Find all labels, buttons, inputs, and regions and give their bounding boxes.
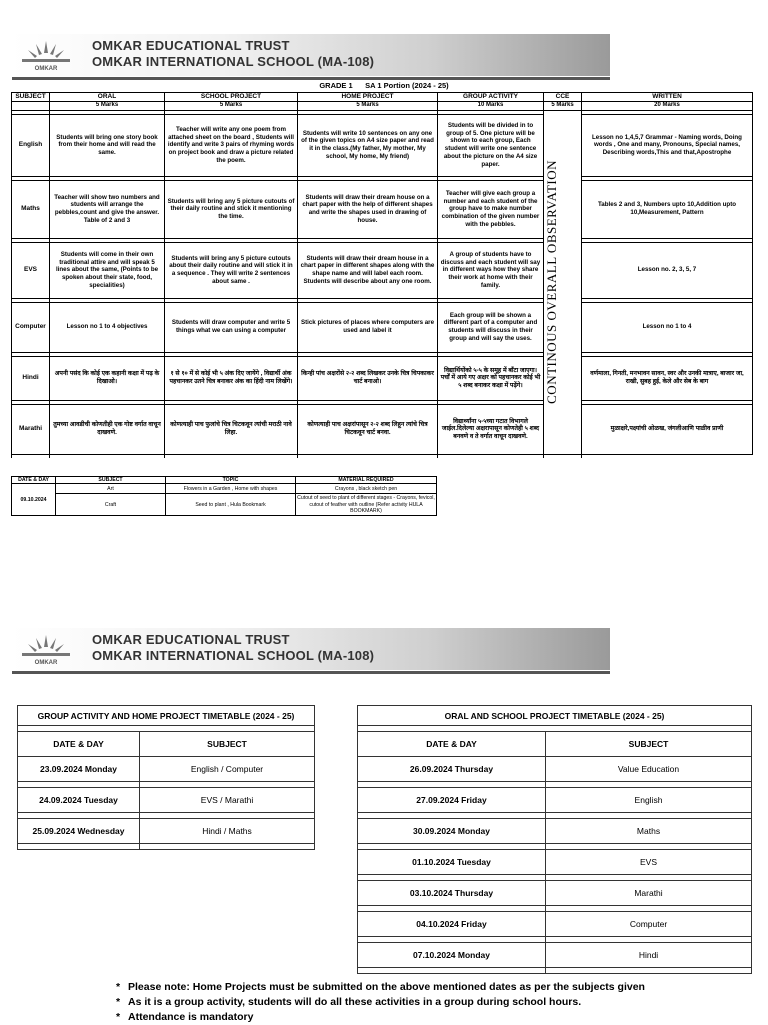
timetable-subject: EVS — [546, 850, 752, 875]
marks-cell: 5 Marks — [50, 102, 165, 111]
school-logo-icon — [18, 37, 74, 73]
table-row — [12, 404, 753, 454]
activity-subject: Craft — [56, 494, 166, 516]
group-activity-cell: Each group will be shown a different part of a computer and students will discuss in their group and will say the uses. — [438, 302, 544, 352]
table-row — [18, 788, 315, 813]
school-project-cell: Students will bring any 5 picture cutouts about their daily routine and will stick it in a sequence . They will write 2 sentences about same . — [165, 242, 298, 298]
table-row — [358, 943, 752, 968]
timetable-subject: Marathi — [546, 881, 752, 906]
col-header-material: MATERIAL REQUIRED — [296, 477, 437, 484]
subject-cell: Marathi — [12, 404, 50, 454]
activity-material: Cutout of seed to plant of different stages - Crayons, fevicol, cutout of feather with outline (Refer activity HULA BOOKMARK) — [297, 495, 435, 514]
marks-cell — [12, 102, 50, 111]
table-row — [12, 484, 437, 494]
table-row — [12, 302, 753, 352]
col-header-subject: SUBJECT — [12, 93, 50, 102]
subject-cell: Computer — [12, 302, 50, 352]
subject-cell: EVS — [12, 242, 50, 298]
marks-cell: 10 Marks — [438, 102, 544, 111]
table-row — [12, 114, 753, 176]
timetable-subject: English — [546, 788, 752, 813]
written-cell: Tables 2 and 3, Numbers upto 10,Addition upto 10,Measurement, Pattern — [582, 180, 753, 238]
col-header-date: DATE & DAY — [358, 732, 546, 757]
timetable-date: 27.09.2024 Friday — [358, 788, 546, 813]
table-row — [18, 757, 315, 782]
oral-cell: Students will come in their own traditional attire and will speak 5 lines about the same, (Points to be spoken about their state, food, specialities) — [50, 242, 165, 298]
cce-cell — [544, 110, 582, 454]
school-project-cell: Students will bring any 5 picture cutouts of their daily routine and stick it mentioning the time. — [165, 180, 298, 238]
group-activity-cell: Students will be divided in to group of 5. One picture will be shown to each group, Each student will write one sentence about the picture on the A4 size paper. — [438, 114, 544, 176]
col-header-subject: SUBJECT — [546, 732, 752, 757]
timetable-title: GROUP ACTIVITY AND HOME PROJECT TIMETABLE (2024 - 25) — [18, 706, 315, 726]
activity-topic: Seed to plant , Hula Bookmark — [166, 494, 296, 516]
svg-text:OMKAR: OMKAR — [34, 66, 58, 72]
timetable-date: 04.10.2024 Friday — [358, 912, 546, 937]
portion-table — [11, 92, 753, 458]
timetable-date: 26.09.2024 Thursday — [358, 757, 546, 782]
oral-project-timetable — [357, 705, 752, 974]
timetable-subject: English / Computer — [140, 757, 315, 782]
col-header-date: DATE & DAY — [12, 477, 56, 484]
oral-cell: Students will bring one story book from their home and will read the same. — [50, 114, 165, 176]
table-row — [18, 819, 315, 844]
timetable-subject: Hindi / Maths — [140, 819, 315, 844]
written-cell: Lesson no 1 to 4 — [582, 302, 753, 352]
school-project-cell: १ से १० में से कोई भी ५ अंक दिए जायेंगे , विद्यार्थी अंक पहचानकर उतने चित्र बनाकर अंक का हिंदी नाम लिखेंगे। — [165, 356, 298, 400]
timetable-subject: Hindi — [546, 943, 752, 968]
school-logo-icon — [18, 631, 74, 667]
subject-cell: Hindi — [12, 356, 50, 400]
subject-cell: Maths — [12, 180, 50, 238]
table-row — [12, 242, 753, 298]
oral-cell: Teacher will show two numbers and students will arrange the pebbles,count and give the answer. Table of 2 and 3 — [50, 180, 165, 238]
timetable-date: 23.09.2024 Monday — [18, 757, 140, 782]
col-header-written: WRITTEN — [582, 93, 753, 102]
marks-cell: 20 Marks — [582, 102, 753, 111]
activity-date: 09.10.2024 — [12, 484, 56, 516]
marks-cell: 5 Marks — [544, 102, 582, 111]
note-item: * Please note: Home Projects must be submitted on the above mentioned dates as per the subjects given — [116, 981, 645, 993]
col-header-subject: SUBJECT — [56, 477, 166, 484]
activity-subject: Art — [56, 484, 166, 494]
trust-name: OMKAR EDUCATIONAL TRUST — [92, 38, 290, 53]
col-header-school-project: SCHOOL PROJECT — [165, 93, 298, 102]
note-item: * Attendance is mandatory — [116, 1011, 254, 1023]
grade-title: GRADE 1 SA 1 Portion (2024 - 25) — [319, 81, 449, 90]
home-project-cell: Students will write 10 sentences on any one of the given topics on A4 size paper and read it in the class.(My father, My mother, My school, My home, My friend) — [298, 114, 438, 176]
table-row — [358, 819, 752, 844]
home-project-cell: Students will draw their dream house in a chart paper in different shapes along with the shape name and will label each room. Students will describe about any one room. — [298, 242, 438, 298]
trust-name: OMKAR EDUCATIONAL TRUST — [92, 632, 290, 647]
table-row — [358, 850, 752, 875]
timetable-date: 30.09.2024 Monday — [358, 819, 546, 844]
col-header-subject: SUBJECT — [140, 732, 315, 757]
table-row — [358, 757, 752, 782]
written-cell: मुळाक्षरे,पक्ष्यांची ओळख, जंगलीआणि पाळीव प्राणी — [582, 404, 753, 454]
oral-cell: अपनी पसंद कि कोई एक कहानी कक्षा में पढ़ के दिखाओ। — [50, 356, 165, 400]
activity-table — [11, 476, 437, 516]
svg-text:OMKAR: OMKAR — [34, 660, 58, 666]
table-row — [358, 912, 752, 937]
group-activity-timetable — [17, 705, 315, 850]
notes — [116, 980, 645, 1025]
timetable-subject: Computer — [546, 912, 752, 937]
home-project-cell: किन्ही पांच अक्षरोंसे २-२ शब्द लिखकर उनके चित्र चिपकाकर चार्ट बनाओ। — [298, 356, 438, 400]
activity-material: Crayons , black sketch pen — [296, 484, 437, 494]
table-row — [12, 180, 753, 238]
col-header-home-project: HOME PROJECT — [298, 93, 438, 102]
timetable-title: ORAL AND SCHOOL PROJECT TIMETABLE (2024 - 25) — [358, 706, 752, 726]
school-banner-bottom — [12, 628, 610, 670]
subject-cell: English — [12, 114, 50, 176]
written-cell: Lesson no. 2, 3, 5, 7 — [582, 242, 753, 298]
written-cell: Lesson no 1,4,5,7 Grammar - Naming words, Doing words , One and many, Pronouns, Special names, Describing words,This and that,Apostrophe — [582, 114, 753, 176]
oral-cell: Lesson no 1 to 4 objectives — [50, 302, 165, 352]
timetable-date: 25.09.2024 Wednesday — [18, 819, 140, 844]
col-header-cce: CCE — [544, 93, 582, 102]
home-project-cell: Students will draw their dream house on a chart paper with the help of different shapes and write the shapes used in drawing of house. — [298, 180, 438, 238]
school-name: OMKAR INTERNATIONAL SCHOOL (MA-108) — [92, 648, 375, 663]
col-header-group-activity: GROUP ACTIVITY — [438, 93, 544, 102]
written-cell: वर्णमाला, गिनती, मनभावन सावन, स्वर और उनकी मात्राए, बाजार जा, राखी, सुबह हुई, केले और सेब के बाग — [582, 356, 753, 400]
timetable-subject: Value Education — [546, 757, 752, 782]
table-row — [12, 356, 753, 400]
marks-cell: 5 Marks — [298, 102, 438, 111]
home-project-cell: Stick pictures of places where computers are used and label it — [298, 302, 438, 352]
timetable-date: 07.10.2024 Monday — [358, 943, 546, 968]
table-row — [12, 494, 437, 516]
table-row — [358, 788, 752, 813]
timetable-date: 24.09.2024 Tuesday — [18, 788, 140, 813]
group-activity-cell: Teacher will give each group a number and each student of the group have to make number combination of the given number with the pebbles. — [438, 180, 544, 238]
timetable-subject: Maths — [546, 819, 752, 844]
oral-cell: तुमच्या आवडीची कोणतीही एक गोष्ट वर्गात वाचून दाखवणे. — [50, 404, 165, 454]
group-activity-cell: विद्यार्थियोंको ५-५ के समूह में बाँटा जाएगा। पर्चों में आये गए अक्षर को पहचानकर कोई भी ५ शब्द बनाकर कक्षा में पढ़ेंगे। — [438, 356, 544, 400]
school-project-cell: कोणत्याही पाच फुलांचे चित्र चिटकवून त्यांची मराठी नावे लिहा. — [165, 404, 298, 454]
note-item: * As it is a group activity, students will do all these activities in a group during school hours. — [116, 996, 582, 1008]
timetable-date: 01.10.2024 Tuesday — [358, 850, 546, 875]
group-activity-cell: विद्यार्थ्यांना ५-५च्या गटात विभागले जाईल.दिलेल्या अक्षरापासून कोणतेही ५ शब्द बनवणे व ते वर्गात वाचून दाखवणे. — [438, 404, 544, 454]
timetable-subject: EVS / Marathi — [140, 788, 315, 813]
activity-topic: Flowers in a Garden , Home with shapes — [166, 484, 296, 494]
cce-observation-text: CONTINOUS OVERALL OBSERVATION — [544, 160, 559, 405]
col-header-date: DATE & DAY — [18, 732, 140, 757]
group-activity-cell: A group of students have to discuss and each student will say in different ways how they share their work at home with their family. — [438, 242, 544, 298]
col-header-topic: TOPIC — [166, 477, 296, 484]
school-name: OMKAR INTERNATIONAL SCHOOL (MA-108) — [92, 54, 375, 69]
school-project-cell: Teacher will write any one poem from attached sheet on the board , Students will identify and write 3 pairs of rhyming words on project book and draw a picture related the poem. — [165, 114, 298, 176]
marks-cell: 5 Marks — [165, 102, 298, 111]
timetable-date: 03.10.2024 Thursday — [358, 881, 546, 906]
table-row — [358, 881, 752, 906]
school-project-cell: Students will draw computer and write 5 things what we can using a computer — [165, 302, 298, 352]
school-banner-top — [12, 34, 610, 76]
home-project-cell: कोणत्याही पाच अक्षरांपासून २-२ शब्द लिहून त्यांचे चित्र चिटकवून चार्ट बनवा. — [298, 404, 438, 454]
col-header-oral: ORAL — [50, 93, 165, 102]
